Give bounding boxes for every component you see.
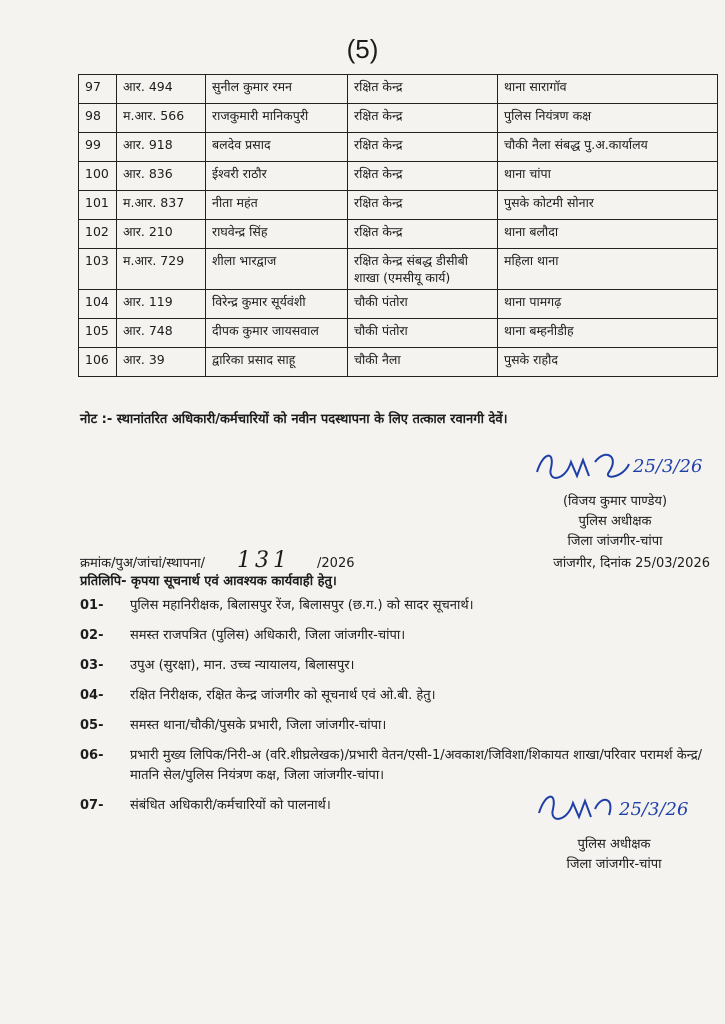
current-posting-cell: रक्षित केन्द्र — [348, 162, 498, 191]
table-row — [79, 75, 718, 104]
rank-number-cell: आर. 39 — [117, 348, 206, 377]
copy-item-text: रक्षित निरीक्षक, रक्षित केन्द्र जांजगीर को सूचनार्थ एवं ओ.बी. हेतु। — [130, 688, 436, 703]
new-posting-cell: थाना बलौदा — [498, 220, 718, 249]
table-row — [79, 191, 718, 220]
list-item — [80, 716, 715, 736]
table-row — [79, 133, 718, 162]
new-posting-cell: पुसके राहौद — [498, 348, 718, 377]
new-posting-cell: चौकी नैला संबद्ध पु.अ.कार्यालय — [498, 133, 718, 162]
new-posting-cell: पुसके कोटमी सोनार — [498, 191, 718, 220]
transfer-note: नोट :- स्थानांतरित अधिकारी/कर्मचारियों को नवीन पदस्थापना के लिए तत्काल रवानगी देवें। — [80, 412, 508, 427]
rank-number-cell: म.आर. 566 — [117, 104, 206, 133]
order-prefix: क्रमांक/पुअ/जांचां/स्थापना/ — [80, 556, 206, 571]
table-row — [79, 249, 718, 290]
copy-item-text: समस्त थाना/चौकी/पुसके प्रभारी, जिला जांजगीर-चांपा। — [130, 718, 387, 733]
employee-name-cell: बलदेव प्रसाद — [206, 133, 348, 162]
rank-number-cell: आर. 748 — [117, 319, 206, 348]
signature-block-superintendent — [510, 442, 720, 552]
signatory-designation: पुलिस अधीक्षक — [578, 514, 652, 529]
table-row — [79, 290, 718, 319]
employee-name-cell: ईश्वरी राठौर — [206, 162, 348, 191]
order-number: 131 — [237, 548, 292, 573]
copy-heading: प्रतिलिपि- कृपया सूचनार्थ एवं आवश्यक कार्यवाही हेतु। — [80, 574, 337, 589]
current-posting-cell: रक्षित केन्द्र — [348, 191, 498, 220]
employee-name-cell: द्वारिका प्रसाद साहू — [206, 348, 348, 377]
current-posting-cell: चौकी नैला — [348, 348, 498, 377]
signatory-district: जिला जांजगीर-चांपा — [567, 534, 663, 549]
transfer-table — [78, 74, 718, 377]
copy-item-number: 05- — [80, 718, 104, 733]
serial-number-cell: 106 — [79, 348, 117, 377]
copy-item-number: 07- — [80, 798, 104, 813]
signature-handwritten-date: 25/3/26 — [619, 799, 689, 820]
list-item — [80, 626, 715, 646]
rank-number-cell: आर. 494 — [117, 75, 206, 104]
copy-item-text: प्रभारी मुख्य लिपिक/निरी-अ (वरि.शीघ्रलेखक)/प्रभारी वेतन/एसी-1/अवकाश/जिविशा/शिकायत शाखा/परिवार परामर्श केन्द्र/मातनि सेल/पुलिस नियंत्रण कक्ष, जिला जांजगीर-चांपा। — [130, 748, 702, 783]
signature-image — [529, 785, 699, 835]
employee-name-cell: दीपक कुमार जायसवाल — [206, 319, 348, 348]
copy-item-number: 02- — [80, 628, 104, 643]
table-row — [79, 104, 718, 133]
current-posting-cell: रक्षित केन्द्र — [348, 220, 498, 249]
copy-item-number: 03- — [80, 658, 104, 673]
serial-number-cell: 104 — [79, 290, 117, 319]
table-row — [79, 319, 718, 348]
employee-name-cell: राजकुमारी मानिकपुरी — [206, 104, 348, 133]
copy-item-number: 01- — [80, 598, 104, 613]
employee-name-cell: सुनील कुमार रमन — [206, 75, 348, 104]
rank-number-cell: आर. 836 — [117, 162, 206, 191]
signature-handwritten-date: 25/3/26 — [633, 456, 703, 477]
rank-number-cell: म.आर. 729 — [117, 249, 206, 290]
rank-number-cell: आर. 119 — [117, 290, 206, 319]
new-posting-cell: थाना पामगढ़ — [498, 290, 718, 319]
new-posting-cell: पुलिस नियंत्रण कक्ष — [498, 104, 718, 133]
serial-number-cell: 100 — [79, 162, 117, 191]
order-year: /2026 — [317, 556, 355, 571]
signature-image — [525, 442, 705, 492]
signature-block-footer — [524, 785, 704, 875]
page-number: (5) — [346, 34, 379, 64]
copy-item-number: 04- — [80, 688, 104, 703]
current-posting-cell: चौकी पंतोरा — [348, 290, 498, 319]
serial-number-cell: 105 — [79, 319, 117, 348]
table-row — [79, 220, 718, 249]
current-posting-cell: चौकी पंतोरा — [348, 319, 498, 348]
list-item — [80, 686, 715, 706]
rank-number-cell: आर. 918 — [117, 133, 206, 162]
employee-name-cell: राघवेन्द्र सिंह — [206, 220, 348, 249]
serial-number-cell: 101 — [79, 191, 117, 220]
table-row — [79, 348, 718, 377]
order-reference — [80, 548, 710, 573]
current-posting-cell: रक्षित केन्द्र — [348, 104, 498, 133]
serial-number-cell: 103 — [79, 249, 117, 290]
copy-item-text: संबंधित अधिकारी/कर्मचारियों को पालनार्थ। — [130, 798, 331, 813]
new-posting-cell: महिला थाना — [498, 249, 718, 290]
current-posting-cell: रक्षित केन्द्र — [348, 133, 498, 162]
new-posting-cell: थाना सारागॉव — [498, 75, 718, 104]
employee-name-cell: नीता महंत — [206, 191, 348, 220]
copy-item-number: 06- — [80, 748, 104, 763]
list-item — [80, 746, 715, 786]
table-row — [79, 162, 718, 191]
copy-item-text: उपुअ (सुरक्षा), मान. उच्च न्यायालय, बिलासपुर। — [130, 658, 355, 673]
current-posting-cell: रक्षित केन्द्र संबद्ध डीसीबी शाखा (एमसीयू कार्य) — [348, 249, 498, 290]
signatory-district: जिला जांजगीर-चांपा — [566, 857, 662, 872]
copy-item-text: पुलिस महानिरीक्षक, बिलासपुर रेंज, बिलासपुर (छ.ग.) को सादर सूचनार्थ। — [130, 598, 474, 613]
copy-item-text: समस्त राजपत्रित (पुलिस) अधिकारी, जिला जांजगीर-चांपा। — [130, 628, 406, 643]
serial-number-cell: 102 — [79, 220, 117, 249]
employee-name-cell: विरेन्द्र कुमार सूर्यवंशी — [206, 290, 348, 319]
order-place-date: जांजगीर, दिनांक 25/03/2026 — [553, 556, 710, 571]
serial-number-cell: 97 — [79, 75, 117, 104]
signatory-designation: पुलिस अधीक्षक — [577, 837, 651, 852]
list-item — [80, 596, 715, 616]
serial-number-cell: 98 — [79, 104, 117, 133]
employee-name-cell: शीला भारद्वाज — [206, 249, 348, 290]
rank-number-cell: म.आर. 837 — [117, 191, 206, 220]
rank-number-cell: आर. 210 — [117, 220, 206, 249]
serial-number-cell: 99 — [79, 133, 117, 162]
signatory-name: (विजय कुमार पाण्डेय) — [562, 494, 668, 509]
current-posting-cell: रक्षित केन्द्र — [348, 75, 498, 104]
new-posting-cell: थाना बम्हनीडीह — [498, 319, 718, 348]
list-item — [80, 656, 715, 676]
new-posting-cell: थाना चांपा — [498, 162, 718, 191]
